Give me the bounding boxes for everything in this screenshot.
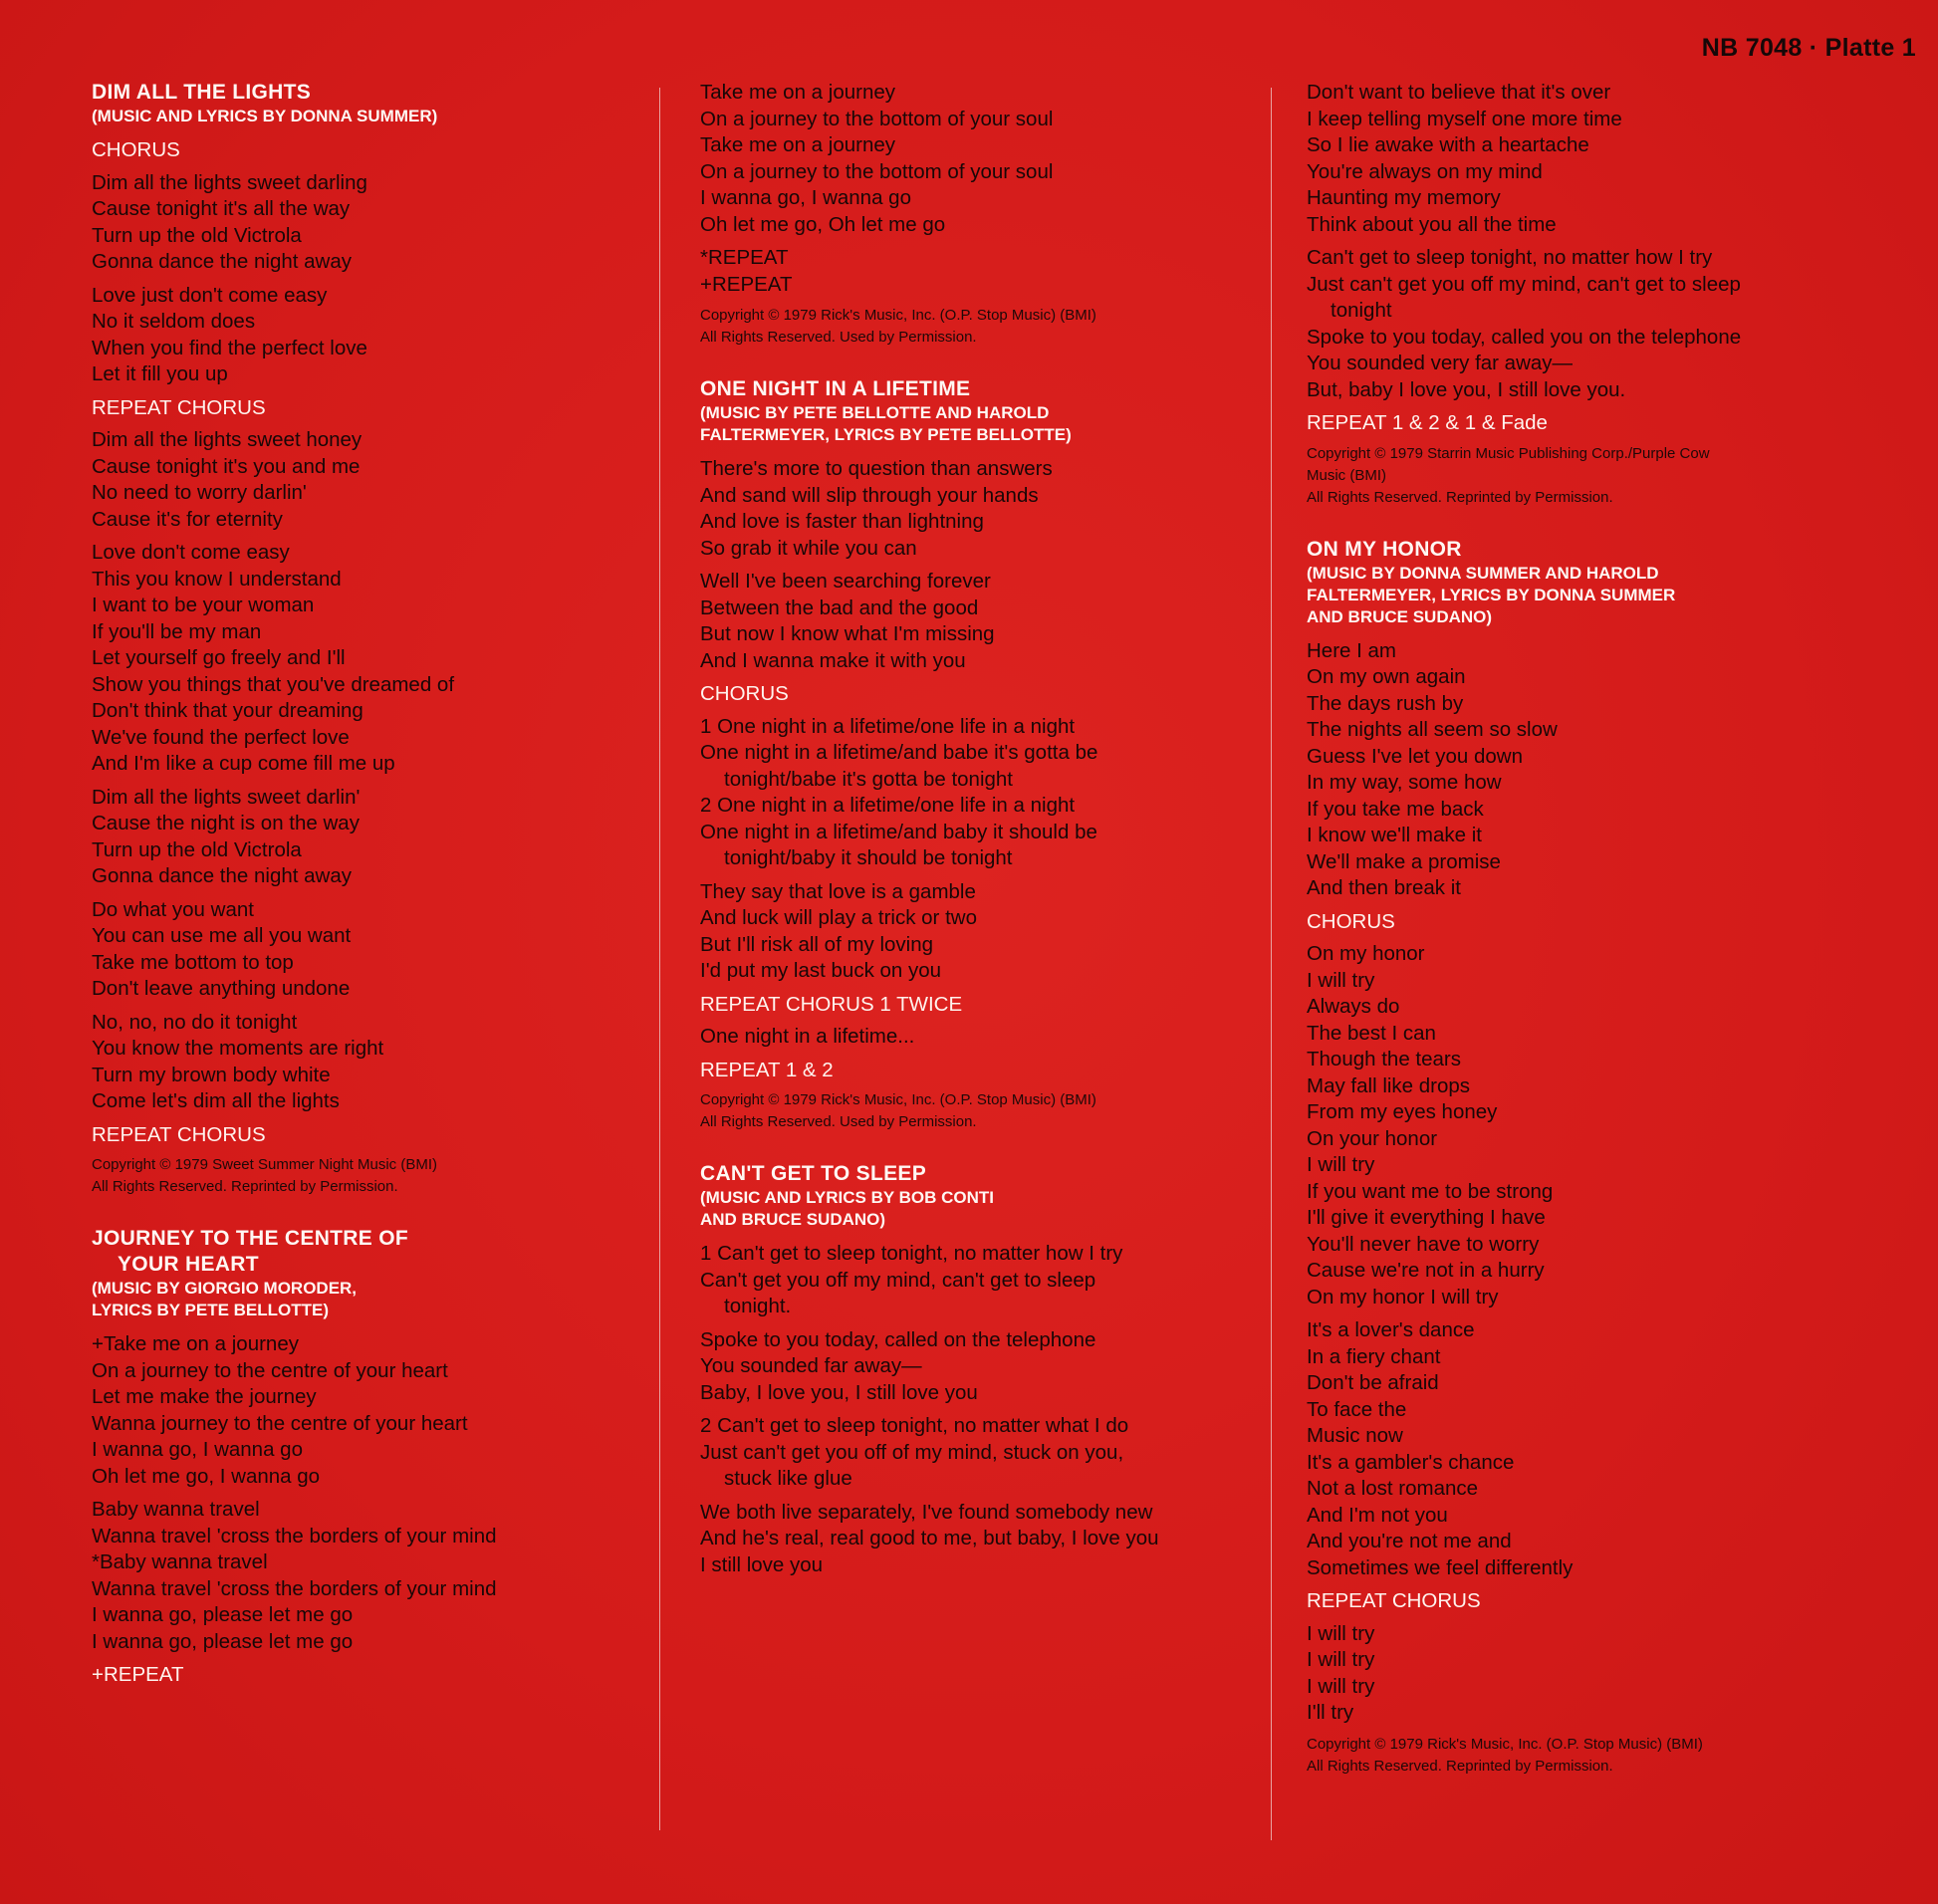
lyric-line: I will try (1307, 1153, 1375, 1176)
lyric-line: Can't get to sleep tonight, no matter how I try (1307, 246, 1713, 269)
lyric-line: tonight (1331, 299, 1392, 322)
lyric-line: You're always on my mind (1307, 159, 1543, 183)
section-label: CHORUS (1307, 909, 1395, 933)
song-credits (1307, 563, 1904, 628)
stanza (700, 1413, 1268, 1493)
song-section (700, 1161, 1268, 1578)
lyric-line: Turn up the old Victrola (92, 223, 302, 247)
lyric-line: Baby, I love you, I still love you (700, 1380, 978, 1404)
lyric-line: 2 One night in a lifetime/one life in a night (700, 794, 1076, 817)
song-section (92, 1226, 649, 1689)
copyright-line: All Rights Reserved. Reprinted by Permission. (1307, 1757, 1613, 1775)
lyric-line: Cause tonight it's all the way (92, 197, 351, 220)
credit-line: (MUSIC BY GIORGIO MORODER, (92, 1279, 358, 1298)
stanza (92, 897, 649, 1003)
lyric-line: No it seldom does (92, 310, 256, 333)
lyric-line: You know the moments are right (92, 1037, 384, 1060)
lyric-line: I know we'll make it (1307, 824, 1482, 846)
stanza (1307, 941, 1904, 1310)
stanza (1307, 80, 1904, 238)
section-label: +REPEAT (92, 1663, 184, 1686)
lyric-line: May fall like drops (1307, 1073, 1471, 1097)
credit-line: (MUSIC BY DONNA SUMMER AND HAROLD (1307, 563, 1659, 583)
stanza (700, 1500, 1268, 1579)
lyric-line: Do what you want (92, 897, 254, 921)
lyric-line: On my honor I will try (1307, 1285, 1499, 1309)
lyric-line: You sounded very far away— (1307, 352, 1574, 374)
section-label: REPEAT CHORUS 1 TWICE (700, 992, 963, 1016)
lyric-line: Don't think that your dreaming (92, 699, 363, 722)
stanza (92, 1010, 649, 1115)
song-section (1307, 80, 1904, 509)
lyric-line: I still love you (700, 1552, 824, 1576)
stanza (1307, 1621, 1904, 1727)
lyric-line: Don't want to believe that it's over (1307, 81, 1611, 104)
lyric-line: And you're not me and (1307, 1530, 1512, 1552)
lyric-line: And love is faster than lightning (700, 510, 984, 533)
song-section (700, 376, 1268, 1133)
lyric-line: tonight. (724, 1295, 792, 1317)
song-title: CAN'T GET TO SLEEP (700, 1162, 927, 1185)
song-section (700, 80, 1268, 349)
lyric-line: To face the (1307, 1397, 1407, 1421)
lyric-line: Cause the night is on the way (92, 812, 360, 834)
lyric-line: Come let's dim all the lights (92, 1089, 340, 1112)
lyric-line: Wanna travel 'cross the borders of your mind (92, 1576, 497, 1600)
copyright-line: All Rights Reserved. Reprinted by Permission. (1307, 488, 1613, 506)
lyric-line: Though the tears (1307, 1048, 1461, 1071)
lyric-line: Gonna dance the night away (92, 864, 352, 887)
lyric-line: +REPEAT (700, 272, 793, 296)
column-left (92, 80, 649, 1695)
lyric-line: Cause it's for eternity (92, 507, 283, 531)
lyric-line: Dim all the lights sweet darlin' (92, 785, 361, 809)
lyric-line: I'll try (1307, 1701, 1354, 1724)
credit-line: (MUSIC BY PETE BELLOTTE AND HAROLD (700, 403, 1050, 422)
stanza (1307, 638, 1904, 902)
lyric-line: Turn up the old Victrola (92, 837, 302, 861)
credit-line: (MUSIC AND LYRICS BY BOB CONTI (700, 1188, 995, 1207)
section-label: REPEAT 1 & 2 & 1 & Fade (1307, 411, 1548, 434)
stanza (92, 170, 649, 276)
lyric-line: I will try (1307, 1648, 1375, 1671)
lyric-line: Dim all the lights sweet darling (92, 170, 367, 194)
stanza (700, 1024, 1268, 1051)
lyric-line: This you know I understand (92, 567, 342, 591)
section-label: REPEAT CHORUS (92, 1122, 266, 1146)
lyric-line: But I'll risk all of my loving (700, 932, 934, 956)
lyric-line: Between the bad and the good (700, 595, 979, 619)
lyric-line: I will try (1307, 968, 1375, 992)
stanza (92, 1497, 649, 1655)
credit-line: AND BRUCE SUDANO) (1307, 606, 1493, 626)
lyric-line: I keep telling myself one more time (1307, 107, 1622, 130)
lyric-line: It's a gambler's chance (1307, 1450, 1515, 1474)
lyric-line: I'd put my last buck on you (700, 959, 942, 982)
lyric-line: There's more to question than answers (700, 457, 1053, 480)
copyright-notice (92, 1154, 649, 1198)
lyric-line: I will try (1307, 1621, 1375, 1645)
lyric-line: tonight/babe it's gotta be tonight (724, 767, 1013, 791)
song-credits (92, 106, 649, 127)
song-credits (700, 1187, 1268, 1231)
stanza (700, 1241, 1268, 1320)
copyright-line: Copyright © 1979 Rick's Music, Inc. (O.P. Stop Music) (BMI) (1307, 1735, 1703, 1753)
lyric-line: If you take me back (1307, 797, 1484, 821)
lyric-line: And he's real, real good to me, but baby, I love you (700, 1527, 1159, 1549)
lyric-line: You sounded far away— (700, 1354, 922, 1377)
lyric-line: Oh let me go, Oh let me go (700, 212, 946, 236)
stanza (700, 569, 1268, 674)
lyric-line: On a journey to the bottom of your soul (700, 107, 1054, 130)
lyric-line: Let me make the journey (92, 1385, 317, 1408)
lyric-line: Spoke to you today, called on the telephone (700, 1327, 1096, 1351)
lyric-line: Sometimes we feel differently (1307, 1555, 1574, 1579)
lyric-line: And I'm not you (1307, 1503, 1448, 1527)
lyric-line: 1 Can't get to sleep tonight, no matter how I try (700, 1242, 1123, 1265)
column-divider (1271, 88, 1272, 1840)
column-middle (700, 80, 1268, 1585)
lyric-line: And sand will slip through your hands (700, 483, 1039, 507)
song-section (1307, 537, 1904, 1778)
lyric-line: Just can't get you off my mind, can't get to sleep (1307, 272, 1741, 296)
lyric-line: Baby wanna travel (92, 1498, 260, 1521)
section-label: CHORUS (700, 682, 789, 705)
lyric-line: One night in a lifetime... (700, 1025, 915, 1048)
lyric-line: And then break it (1307, 876, 1461, 899)
copyright-line: Copyright © 1979 Starrin Music Publishing Corp./Purple Cow (1307, 444, 1710, 462)
lyric-line: We both live separately, I've found somebody new (700, 1500, 1153, 1524)
credit-line: AND BRUCE SUDANO) (700, 1210, 886, 1229)
lyric-line: Cause tonight it's you and me (92, 454, 361, 478)
column-divider (659, 88, 660, 1830)
stanza (92, 283, 649, 388)
stanza (92, 427, 649, 533)
lyric-line: Guess I've let you down (1307, 744, 1524, 768)
lyric-line: You can use me all you want (92, 924, 352, 947)
section-label: REPEAT CHORUS (92, 395, 266, 419)
credit-line: LYRICS BY PETE BELLOTTE) (92, 1301, 330, 1319)
lyric-line: Here I am (1307, 638, 1396, 662)
lyric-line: I will try (1307, 1674, 1375, 1698)
stanza (92, 785, 649, 890)
section-label: CHORUS (92, 138, 180, 161)
section-label: REPEAT 1 & 2 (700, 1058, 834, 1081)
song-title: ON MY HONOR (1307, 537, 1462, 561)
stanza (1307, 1317, 1904, 1581)
lyric-line: The days rush by (1307, 691, 1464, 715)
lyric-line: On a journey to the bottom of your soul (700, 159, 1054, 183)
lyric-line: Show you things that you've dreamed of (92, 672, 455, 696)
lyric-line: +Take me on a journey (92, 1332, 299, 1355)
lyric-line: Music now (1307, 1424, 1403, 1447)
copyright-line: Music (BMI) (1307, 466, 1386, 484)
lyric-line: Spoke to you today, called you on the telephone (1307, 325, 1742, 349)
column-right (1307, 80, 1904, 1805)
lyric-line: No need to worry darlin' (92, 481, 307, 504)
copyright-notice (700, 1089, 1268, 1133)
credit-line: FALTERMEYER, LYRICS BY PETE BELLOTTE) (700, 425, 1072, 444)
lyric-line: tonight/baby it should be tonight (724, 846, 1013, 869)
stanza (700, 879, 1268, 985)
lyric-line: I wanna go, I wanna go (700, 186, 911, 209)
lyric-line: 2 Can't get to sleep tonight, no matter what I do (700, 1414, 1129, 1437)
lyric-line: I wanna go, I wanna go (92, 1438, 303, 1461)
lyric-line: One night in a lifetime/and babe it's gotta be (700, 741, 1098, 764)
lyric-line: Oh let me go, I wanna go (92, 1464, 321, 1488)
lyric-line: And luck will play a trick or two (700, 906, 977, 929)
song-credits (700, 402, 1268, 446)
copyright-notice (700, 305, 1268, 349)
song-title: JOURNEY TO THE CENTRE OF (92, 1227, 408, 1250)
song-credits (92, 1278, 649, 1321)
lyric-line: I wanna go, please let me go (92, 1603, 354, 1626)
lyric-line: I'll give it everything I have (1307, 1206, 1546, 1229)
lyric-line: Gonna dance the night away (92, 250, 352, 273)
stanza (1307, 245, 1904, 403)
copyright-notice (1307, 443, 1904, 509)
lyric-line: On your honor (1307, 1126, 1438, 1150)
lyric-line: When you find the perfect love (92, 336, 367, 359)
stanza (92, 1331, 649, 1490)
lyric-line: On my own again (1307, 665, 1466, 688)
lyric-line: It's a lover's dance (1307, 1318, 1475, 1341)
lyric-line: From my eyes honey (1307, 1100, 1498, 1123)
lyric-line: We'll make a promise (1307, 849, 1501, 873)
lyric-line: *Baby wanna travel (92, 1550, 268, 1573)
lyric-line: Don't leave anything undone (92, 977, 351, 1000)
lyric-line: Take me on a journey (700, 133, 896, 156)
copyright-line: All Rights Reserved. Used by Permission. (700, 329, 977, 346)
lyric-line: Love don't come easy (92, 541, 290, 564)
copyright-notice (1307, 1734, 1904, 1778)
copyright-line: Copyright © 1979 Rick's Music, Inc. (O.P. Stop Music) (BMI) (700, 1091, 1096, 1108)
lyric-line: Haunting my memory (1307, 186, 1501, 209)
lyric-line: One night in a lifetime/and baby it should be (700, 820, 1097, 843)
lyric-line: Don't be afraid (1307, 1371, 1439, 1394)
lyric-line: Think about you all the time (1307, 212, 1557, 236)
copyright-line: Copyright © 1979 Rick's Music, Inc. (O.P. Stop Music) (BMI) (700, 307, 1096, 324)
lyric-line: I wanna go, please let me go (92, 1629, 354, 1653)
lyric-line: *REPEAT (700, 246, 789, 269)
lyric-line: In my way, some how (1307, 771, 1502, 794)
copyright-line: All Rights Reserved. Used by Permission. (700, 1113, 977, 1130)
song-title: DIM ALL THE LIGHTS (92, 81, 312, 104)
lyric-line: The nights all seem so slow (1307, 718, 1558, 741)
stanza (700, 1327, 1268, 1407)
song-title: YOUR HEART (118, 1253, 259, 1276)
stanza (700, 80, 1268, 238)
copyright-line: All Rights Reserved. Reprinted by Permission. (92, 1178, 398, 1195)
lyric-line: In a fiery chant (1307, 1344, 1441, 1368)
lyric-line: So grab it while you can (700, 536, 917, 560)
lyric-line: And I'm like a cup come fill me up (92, 752, 395, 775)
lyric-line: Always do (1307, 995, 1400, 1018)
lyric-line: So I lie awake with a heartache (1307, 133, 1589, 156)
lyric-line: Turn my brown body white (92, 1063, 331, 1086)
section-label: REPEAT CHORUS (1307, 1589, 1481, 1612)
lyric-line: Can't get you off my mind, can't get to sleep (700, 1268, 1096, 1292)
lyric-line: stuck like glue (724, 1467, 852, 1490)
lyric-line: Take me bottom to top (92, 950, 294, 974)
lyric-line: But now I know what I'm missing (700, 622, 995, 645)
lyric-line: Wanna travel 'cross the borders of your mind (92, 1524, 497, 1547)
stanza (700, 245, 1268, 298)
credit-line: FALTERMEYER, LYRICS BY DONNA SUMMER (1307, 585, 1676, 604)
lyric-line: But, baby I love you, I still love you. (1307, 377, 1626, 401)
lyric-line: 1 One night in a lifetime/one life in a night (700, 714, 1076, 738)
lyric-line: On my honor (1307, 942, 1425, 965)
stanza (700, 714, 1268, 872)
lyric-line: Let yourself go freely and I'll (92, 646, 346, 669)
lyric-line: Let it fill you up (92, 362, 228, 385)
lyric-line: Cause we're not in a hurry (1307, 1259, 1545, 1282)
lyric-line: I want to be your woman (92, 594, 315, 616)
lyric-line: You'll never have to worry (1307, 1232, 1540, 1256)
song-section (92, 80, 649, 1198)
lyric-line: No, no, no do it tonight (92, 1010, 298, 1034)
lyric-line: Take me on a journey (700, 81, 896, 104)
lyric-line: They say that love is a gamble (700, 879, 976, 903)
lyric-line: On a journey to the centre of your heart (92, 1358, 448, 1382)
copyright-line: Copyright © 1979 Sweet Summer Night Music (BMI) (92, 1156, 437, 1173)
lyric-line: And I wanna make it with you (700, 648, 966, 672)
lyric-line: If you'll be my man (92, 619, 262, 643)
lyric-line: Well I've been searching forever (700, 570, 991, 593)
stanza (92, 540, 649, 778)
catalog-number: NB 7048 · Platte 1 (1701, 34, 1916, 62)
lyric-line: If you want me to be strong (1307, 1179, 1554, 1203)
lyric-line: Love just don't come easy (92, 283, 328, 307)
lyric-line: We've found the perfect love (92, 725, 350, 749)
lyric-line: Just can't get you off of my mind, stuck on you, (700, 1440, 1124, 1464)
credit-line: (MUSIC AND LYRICS BY DONNA SUMMER) (92, 107, 438, 125)
stanza (700, 456, 1268, 562)
lyric-line: Dim all the lights sweet honey (92, 428, 363, 451)
lyric-line: The best I can (1307, 1021, 1436, 1045)
lyric-line: Not a lost romance (1307, 1477, 1479, 1500)
song-title: ONE NIGHT IN A LIFETIME (700, 377, 971, 400)
lyric-line: Wanna journey to the centre of your heart (92, 1411, 468, 1435)
